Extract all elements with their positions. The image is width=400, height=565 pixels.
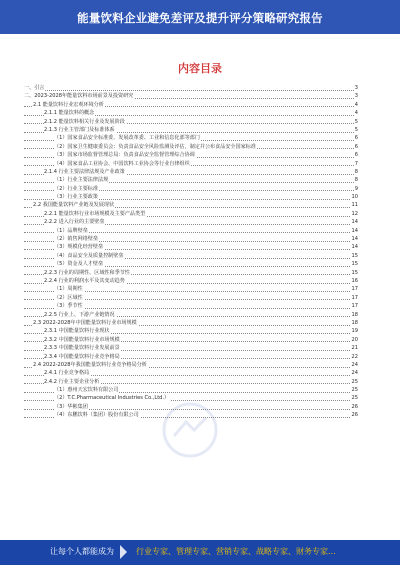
toc-entry[interactable] <box>24 151 358 159</box>
toc-entry-page: 6 <box>354 152 358 159</box>
toc-entry[interactable] <box>24 134 358 142</box>
toc-entry[interactable] <box>24 168 358 176</box>
toc-entry[interactable] <box>24 118 358 126</box>
toc-entry-page: 10 <box>351 194 358 201</box>
toc-entry[interactable] <box>24 302 358 310</box>
toc-entry-title: 一、引言 <box>24 85 45 91</box>
toc-entry-title: 2.2 我国能量饮料产业链及发展现状 <box>33 202 115 209</box>
toc-entry-title: （1）惠州天宏饮料有限公司 <box>54 387 119 394</box>
toc-entry-title: 2.1 能量饮料行业宏观环境分析 <box>33 101 104 108</box>
toc-entry-title: 2.3 2022-2028年中国能量饮料行业市场规模 <box>33 319 137 326</box>
footer-bar <box>0 540 400 565</box>
report-title: 能量饮料企业避免差评及提升评分策略研究报告 <box>77 11 323 25</box>
toc-heading: 内容目录 <box>178 62 222 75</box>
toc-entry-page: 24 <box>351 361 358 368</box>
toc-entry[interactable] <box>24 336 358 344</box>
toc-entry-title: （3）华彬集团 <box>54 403 88 410</box>
toc-entry-title: （3）规模化经营壁垒 <box>54 244 104 251</box>
toc-entry[interactable] <box>24 319 358 327</box>
toc-entry-title: （3）行业主要政策 <box>54 194 98 201</box>
toc-entry[interactable] <box>24 277 358 285</box>
toc-entry[interactable] <box>24 327 358 335</box>
toc-entry-title: （5）资金及人才壁垒 <box>54 261 104 268</box>
toc-entry-title: （1）国家食品安全标准委、发展改革委、工业和信息化部等部门 <box>54 135 200 142</box>
toc-entry[interactable] <box>24 227 358 235</box>
toc-entry-page: 25 <box>351 378 358 385</box>
toc-entry-title: 2.1.1 能量饮料的概念 <box>44 110 95 117</box>
toc-entry-title: 2.1.2 能量饮料相关行业及发展阶段 <box>44 118 125 125</box>
toc-entry-title: 二、2023-2028年能量饮料市场前景及投资研究 <box>24 93 134 100</box>
toc-entry-page: 26 <box>351 403 358 410</box>
toc-entry-page: 17 <box>351 286 358 293</box>
toc-entry-page: 8 <box>354 168 358 175</box>
toc-entry-page: 3 <box>354 93 358 100</box>
toc-entry-title: （2）行业主要标准 <box>54 185 98 192</box>
toc-entry-page: 25 <box>351 395 358 402</box>
toc-entry-page: 14 <box>351 244 358 251</box>
toc-entry-page: 14 <box>351 227 358 234</box>
play-arrow-icon <box>120 545 127 559</box>
toc-entry-title: （4）国家食品工业协会、中国饮料工业协会等行业自律组织 <box>54 160 190 167</box>
toc-entry-page: 8 <box>354 177 358 184</box>
toc-entry-page: 5 <box>354 126 358 133</box>
toc-entry-page: 7 <box>354 160 358 167</box>
toc-entry-title: （1）行业主要法律法规 <box>54 177 109 184</box>
toc-entry-page: 4 <box>354 110 358 117</box>
table-of-contents <box>24 84 358 420</box>
toc-entry[interactable] <box>24 126 358 134</box>
toc-entry[interactable] <box>24 361 358 369</box>
toc-entry-page: 15 <box>351 252 358 259</box>
toc-entry[interactable] <box>24 84 358 92</box>
toc-entry-title: （4）食品安全及质量控制壁垒 <box>54 252 124 259</box>
toc-entry-page: 6 <box>354 135 358 142</box>
toc-entry-title: （2）T.C.Pharmaceutical Industries Co.,Ltd.） <box>54 395 170 402</box>
toc-entry-page: 22 <box>351 353 358 360</box>
toc-entry-page: 18 <box>351 311 358 318</box>
toc-entry-title: （2）区域性 <box>54 294 83 301</box>
toc-entry[interactable] <box>24 269 358 277</box>
toc-entry-title: 2.1.3 行业主管部门及标准体系 <box>44 126 115 133</box>
toc-entry[interactable] <box>24 210 358 218</box>
toc-entry[interactable] <box>24 344 358 352</box>
toc-entry[interactable] <box>24 92 358 100</box>
toc-entry-title: 2.3.4 中国能量饮料行业竞争格局 <box>44 353 120 360</box>
toc-entry[interactable] <box>24 176 358 184</box>
toc-entry[interactable] <box>24 294 358 302</box>
toc-entry-page: 17 <box>351 294 358 301</box>
toc-entry[interactable] <box>24 185 358 193</box>
toc-entry-page: 24 <box>351 370 358 377</box>
toc-entry-title: 2.3.2 中国能量饮料行业市场规模 <box>44 336 120 343</box>
toc-leader-dots <box>24 90 358 91</box>
toc-entry[interactable] <box>24 378 358 386</box>
toc-entry[interactable] <box>24 218 358 226</box>
toc-entry-title: （3）季节性 <box>54 303 83 310</box>
toc-entry-page: 14 <box>351 219 358 226</box>
toc-entry-page: 26 <box>351 412 358 419</box>
toc-entry-title: 2.2.3 行业的周期性、区域性和季节性 <box>44 269 130 276</box>
toc-entry-title: 2.2.1 能量饮料行业市场规模及主要产品类型 <box>44 210 146 217</box>
toc-entry-title: 2.2.5 行业上、下游产业链情况 <box>44 311 115 318</box>
toc-entry[interactable] <box>24 260 358 268</box>
toc-entry-page: 3 <box>354 85 358 91</box>
toc-entry-page: 14 <box>351 236 358 243</box>
toc-entry-page: 17 <box>351 303 358 310</box>
toc-entry-title: （1）品牌壁垒 <box>54 227 88 234</box>
toc-entry-page: 12 <box>351 210 358 217</box>
toc-entry-page: 25 <box>351 387 358 394</box>
toc-entry[interactable] <box>24 160 358 168</box>
toc-entry[interactable] <box>24 201 358 209</box>
toc-entry-page: 15 <box>351 261 358 268</box>
toc-entry-title: （2）国家卫生健康委员会：负责食品安全风险监测及评估，制定并公布食品安全国家标准 <box>54 143 256 150</box>
toc-entry-page: 20 <box>351 336 358 343</box>
toc-entry-page: 5 <box>354 118 358 125</box>
toc-entry-title: 2.3.1 中国能量饮料行业现状 <box>44 328 110 335</box>
toc-entry[interactable] <box>24 193 358 201</box>
footer-tagline: 行业专家、管理专家、营销专家、战略专家、财务专家... <box>136 547 336 556</box>
toc-entry-page: 21 <box>351 345 358 352</box>
toc-entry[interactable] <box>24 143 358 151</box>
toc-entry-page: 15 <box>351 269 358 276</box>
toc-entry[interactable] <box>24 369 358 377</box>
toc-entry-page: 9 <box>354 185 358 192</box>
toc-entry-title: （1）周期性 <box>54 286 83 293</box>
toc-entry[interactable] <box>24 252 358 260</box>
toc-entry-page: 16 <box>351 277 358 284</box>
toc-entry-title: 2.2.2 进入行业的主要壁垒 <box>44 219 105 226</box>
toc-entry-title: 2.2.4 行业的利润水平及其变动趋势 <box>44 277 125 284</box>
toc-entry-title: （2）销售网络壁垒 <box>54 236 98 243</box>
toc-entry-title: （4）东鹏饮料（集团）股份有限公司 <box>54 412 139 419</box>
toc-entry[interactable] <box>24 235 358 243</box>
toc-entry-title: （3）国家市场监督管理总局：负责食品安全监督管理综合协调 <box>54 152 195 159</box>
toc-entry[interactable] <box>24 101 358 109</box>
toc-entry[interactable] <box>24 353 358 361</box>
toc-entry-title: 2.4 2022-2028年我国能量饮料行业竞争格局分析 <box>33 361 147 368</box>
header-bar <box>0 0 400 34</box>
toc-entry-page: 18 <box>351 319 358 326</box>
toc-entry[interactable] <box>24 285 358 293</box>
footer-slogan: 让每个人都能成为 <box>50 547 114 556</box>
toc-entry[interactable] <box>24 109 358 117</box>
toc-entry[interactable] <box>24 311 358 319</box>
toc-entry-page: 11 <box>351 202 358 209</box>
toc-entry-title: 2.4.2 行业主要企业分析 <box>44 378 100 385</box>
toc-entry[interactable] <box>24 386 358 394</box>
toc-entry-title: 2.1.4 行业主要法律法规及产业政策 <box>44 168 125 175</box>
toc-entry-page: 4 <box>354 101 358 108</box>
toc-entry-page: 6 <box>354 143 358 150</box>
toc-entry-page: 19 <box>351 328 358 335</box>
toc-entry-title: 2.4.1 行业竞争格局 <box>44 370 90 377</box>
toc-entry-title: 2.3.3 中国能量饮料行业发展前景 <box>44 345 120 352</box>
toc-entry[interactable] <box>24 243 358 251</box>
